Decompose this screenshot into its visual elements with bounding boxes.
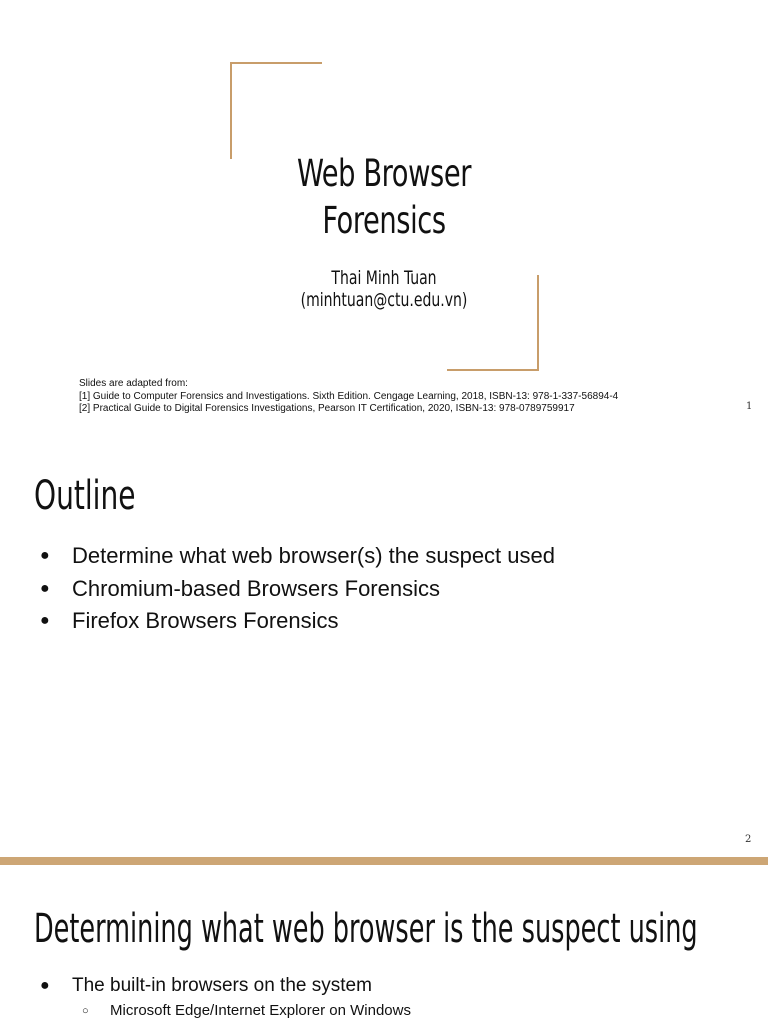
title-line: Forensics <box>322 199 446 242</box>
slide-divider <box>0 857 768 865</box>
list-item-text: Firefox Browsers Forensics <box>72 608 339 633</box>
bullet-list <box>38 971 372 1001</box>
list-item <box>38 540 555 573</box>
slide-heading: Outline <box>34 473 136 519</box>
references <box>79 378 618 416</box>
author <box>234 267 534 311</box>
outline-slide <box>0 432 768 857</box>
list-item-text: Chromium-based Browsers Forensics <box>72 575 440 601</box>
list-item <box>38 573 555 606</box>
bullet-icon: ● <box>40 612 50 629</box>
page-number: 1 <box>746 401 753 412</box>
references-intro: Slides are adapted from: <box>79 378 188 389</box>
slide-heading: Determining what web browser is the suspect using <box>34 906 698 952</box>
reference-item: [1] Guide to Computer Forensics and Investigations. Sixth Edition. Cengage Learning, 2018, ISBN-13: 978-1-337-56894-4 <box>79 390 619 402</box>
title-line: Web Browser <box>296 152 472 195</box>
browser-determination-slide <box>0 865 768 1024</box>
page-number: 2 <box>745 834 752 845</box>
reference-item: [2] Practical Guide to Digital Forensics Investigations, Pearson IT Certification, 2020, ISBN-13: 978-0789759917 <box>79 403 575 414</box>
list-item-text: The built-in browsers on the system <box>72 975 372 996</box>
list-item <box>38 605 555 638</box>
sub-bullet-list <box>80 1001 411 1021</box>
corner-bracket-top-left <box>230 62 322 159</box>
author-name: Thai Minh Tuan <box>331 267 437 289</box>
bullet-icon: ● <box>40 977 50 994</box>
sub-list-item <box>80 1001 411 1021</box>
bullet-icon: ● <box>40 547 50 564</box>
author-email: (minhtuan@ctu.edu.vn) <box>300 289 468 311</box>
sub-bullet-icon: ○ <box>82 1005 89 1017</box>
list-item <box>38 971 372 1001</box>
bullet-icon: ● <box>40 579 50 597</box>
title-slide <box>0 0 768 432</box>
list-item-text: Determine what web browser(s) the suspect used <box>72 543 555 568</box>
slide-title <box>234 150 534 244</box>
bullet-list <box>38 540 555 638</box>
sub-list-item-text: Microsoft Edge/Internet Explorer on Windows <box>110 1002 411 1019</box>
